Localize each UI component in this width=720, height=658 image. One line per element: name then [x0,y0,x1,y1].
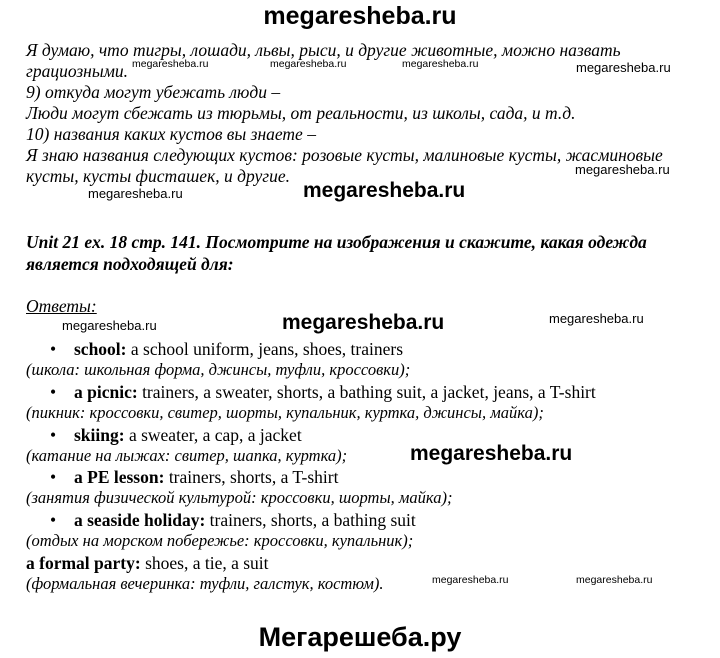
list-item-translation: (формальная вечеринка: туфли, галстук, костюм). [26,574,384,593]
site-watermark: megaresheba.ru [575,162,670,177]
site-watermark-bold: megaresheba.ru [303,179,466,202]
list-item: • skiing: a sweater, a cap, a jacket [50,425,302,445]
list-item-translation: (отдых на морском побережье: кроссовки, купальник); [26,531,414,550]
answer-10-line: кусты, кусты фисташек, и другие. [26,166,290,186]
site-watermark-bold: megaresheba.ru [410,442,573,465]
list-item-translation: (занятия физической культурой: кроссовки, шорты, майка); [26,488,453,507]
site-watermark: megaresheba.ru [132,58,209,70]
intro-line: грациозными. [26,61,129,81]
list-item-translation: (пикник: кроссовки, свитер, шорты, купальник, куртка, джинсы, майка); [26,403,544,422]
site-watermark: megaresheba.ru [432,574,509,586]
answers-label: Ответы: [26,296,97,316]
site-watermark-bottom: Мегарешеба.ру [258,622,462,652]
intro-line: Я думаю, что тигры, лошади, львы, рыси, и другие животные, можно назвать [26,40,621,60]
site-watermark: megaresheba.ru [576,60,671,75]
list-item-formal-party: a formal party: shoes, a tie, a suit [26,553,269,573]
answer-9: Люди могут сбежать из тюрьмы, от реальности, из школы, сада, и т.д. [26,103,576,123]
question-10: 10) названия каких кустов вы знаете – [26,124,316,144]
answer-10-line: Я знаю названия следующих кустов: розовые кусты, малиновые кусты, жасминовые [26,145,663,165]
site-watermark-top: megaresheba.ru [263,2,457,30]
list-item: • a seaside holiday: trainers, shorts, a bathing suit [50,510,416,530]
list-item-translation: (катание на лыжах: свитер, шапка, куртка); [26,446,348,465]
task-heading-cont: является подходящей для: [26,254,234,274]
bullet-icon: • [50,339,57,359]
site-watermark: megaresheba.ru [576,574,653,586]
list-item: • a picnic: trainers, a sweater, shorts, a bathing suit, a jacket, jeans, a T-shirt [50,382,596,402]
site-watermark: megaresheba.ru [88,186,183,201]
bullet-icon: • [50,510,57,530]
bullet-icon: • [50,467,57,487]
question-9: 9) откуда могут убежать люди – [26,82,281,102]
list-item: • a PE lesson: trainers, shorts, a T-shirt [50,467,339,487]
site-watermark: megaresheba.ru [402,58,479,70]
site-watermark: megaresheba.ru [270,58,347,70]
site-watermark: megaresheba.ru [549,311,644,326]
site-watermark-bold: megaresheba.ru [282,311,445,334]
site-watermark: megaresheba.ru [62,318,157,333]
task-heading: Unit 21 ex. 18 стр. 141. Посмотрите на изображения и скажите, какая одежда [26,232,647,252]
bullet-icon: • [50,382,57,402]
list-item: • school: a school uniform, jeans, shoes, trainers [50,339,404,359]
bullet-icon: • [50,425,57,445]
list-item-translation: (школа: школьная форма, джинсы, туфли, кроссовки); [26,360,411,379]
